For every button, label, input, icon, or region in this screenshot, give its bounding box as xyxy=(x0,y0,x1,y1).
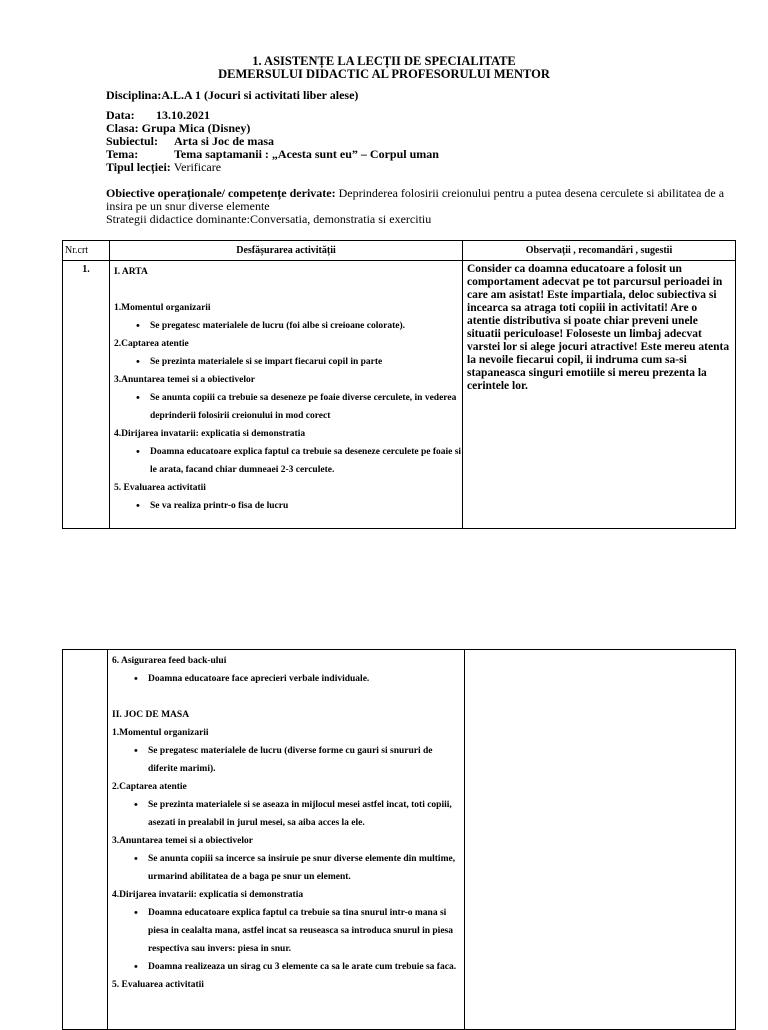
list-item: • Se anunta copiii ca trebuie sa deseneze pe foaie diverse cerculete, in vederea deprinderii folosirii creionului in mod corect xyxy=(150,389,462,425)
joc-title: II. JOC DE MASA xyxy=(112,710,190,720)
step-list xyxy=(112,904,464,976)
step-list xyxy=(112,670,464,688)
row-number: 1. xyxy=(63,261,110,529)
step-title: 5. Evaluarea activitatii xyxy=(114,483,206,493)
clasa-row: Clasa: Grupa Mica (Disney) xyxy=(106,121,251,135)
step-list xyxy=(114,497,462,515)
step-list xyxy=(112,850,464,886)
table-row xyxy=(63,650,736,1030)
step-title: 3.Anuntarea temei si a obiectivelor xyxy=(112,836,253,846)
list-item: • Se prezinta materialele si se impart fiecarui copil in parte xyxy=(150,353,462,371)
row-number-empty xyxy=(63,650,108,1030)
activity-cell xyxy=(108,650,465,1030)
observatii-cell-empty xyxy=(465,650,736,1030)
list-item: • Doamna educatoare face aprecieri verbale individuale. xyxy=(148,670,464,688)
arta-title: I. ARTA xyxy=(114,267,148,277)
step-title: 3.Anuntarea temei si a obiectivelor xyxy=(114,375,255,385)
step-title: 2.Captarea atentie xyxy=(112,782,187,792)
list-item: • Se anunta copiii sa incerce sa insiruie pe snur diverse elemente din multime, urmarind abilitatea de a baga pe snur un element. xyxy=(148,850,464,886)
col-nrcrt: Nr.crt xyxy=(63,241,110,261)
tema-row: Tema: Tema saptamanii : „Acesta sunt eu” – Corpul uman xyxy=(106,147,439,161)
step-list xyxy=(114,443,462,479)
step-list xyxy=(114,353,462,371)
table-header xyxy=(63,241,736,261)
doc-title-line1: 1. ASISTENȚE LA LECȚII DE SPECIALITATE xyxy=(252,54,516,68)
step-list xyxy=(112,796,464,832)
step-title: 5. Evaluarea activitatii xyxy=(112,980,204,990)
info-block xyxy=(106,109,439,174)
step-title: 4.Dirijarea invatarii: explicatia si demonstratia xyxy=(112,890,304,900)
step-title: 1.Momentul organizarii xyxy=(112,728,209,738)
tip-row: Tipul lecției: Verificare xyxy=(106,160,222,174)
activity-table-part2 xyxy=(62,649,736,1030)
list-item: • Se va realiza printr-o fisa de lucru xyxy=(150,497,462,515)
step-title: 4.Dirijarea invatarii: explicatia si demonstratia xyxy=(114,429,306,439)
step-list xyxy=(112,742,464,778)
col-observatii: Observații , recomandări , sugestii xyxy=(463,241,736,261)
activity-cell xyxy=(110,261,463,529)
list-item: • Se pregatesc materialele de lucru (foi albe si creioane colorate). xyxy=(150,317,462,335)
doc-title-line2: DEMERSULUI DIDACTIC AL PROFESORULUI MENTOR xyxy=(218,67,550,81)
step-title: 2.Captarea atentie xyxy=(114,339,189,349)
list-item: • Se prezinta materialele si se aseaza in mijlocul mesei astfel incat, toti copiii, asezati in prealabil in jurul mesei, sa aiba acces la ele. xyxy=(148,796,464,832)
strategii-text: Strategii didactice dominante:Conversatia, demonstratia si exercitiu xyxy=(106,212,432,226)
step-list xyxy=(114,389,462,425)
col-desfasurare: Desfășurarea activității xyxy=(110,241,463,261)
list-item: • Doamna educatoare explica faptul ca trebuie sa deseneze cerculete pe foaie si le arata, facand chiar dumneaei 2-3 cerculete. xyxy=(150,443,462,479)
obiective-block xyxy=(106,187,746,226)
data-row: Data: 13.10.2021 xyxy=(106,108,210,122)
list-item: • Doamna realizeaza un sirag cu 3 elemente ca sa le arate cum trebuie sa faca. xyxy=(148,958,464,976)
step-list xyxy=(114,317,462,335)
step-title: 6. Asigurarea feed back-ului xyxy=(112,656,227,666)
observatii-cell: Consider ca doamna educatoare a folosit un comportament adecvat pe tot parcursul perioadei in care am asistat! Este impartiala, deloc subiectiva si incearca sa atraga toti copiii in activitati! Are o atentie distributiva si poate chiar preveni unele situatii periculoase! Foloseste un limbaj adecvat varstei lor si alege jocuri atractive! Este mereu atenta la nevoile fiecarui copil, ii indruma cum sa-si stapaneasca singuri emotiile si mereu prezenta la cerintele lor. xyxy=(463,261,736,529)
step-title: 1.Momentul organizarii xyxy=(114,303,211,313)
activity-table-part1 xyxy=(62,240,736,529)
table-row xyxy=(63,261,736,529)
subiect-row: Subiectul: Arta si Joc de masa xyxy=(106,134,274,148)
list-item: • Se pregatesc materialele de lucru (diverse forme cu gauri si snururi de diferite marimi). xyxy=(148,742,464,778)
obiective-text: Obiective operaționale/ competențe derivate: Deprinderea folosirii creionului pentru a putea desena cerculete si abilitatea de a insira pe un snur diverse elemente xyxy=(106,186,725,213)
arta-steps xyxy=(114,299,462,515)
list-item: • Doamna educatoare explica faptul ca trebuie sa tina snurul intr-o mana si piesa in cealalta mana, astfel incat sa reuseasca sa introduca snurul in piesa respectiva sau invers: piesa in snur. xyxy=(148,904,464,958)
disciplina: Disciplina:A.L.A 1 (Jocuri si activitati liber alese) xyxy=(106,88,359,102)
